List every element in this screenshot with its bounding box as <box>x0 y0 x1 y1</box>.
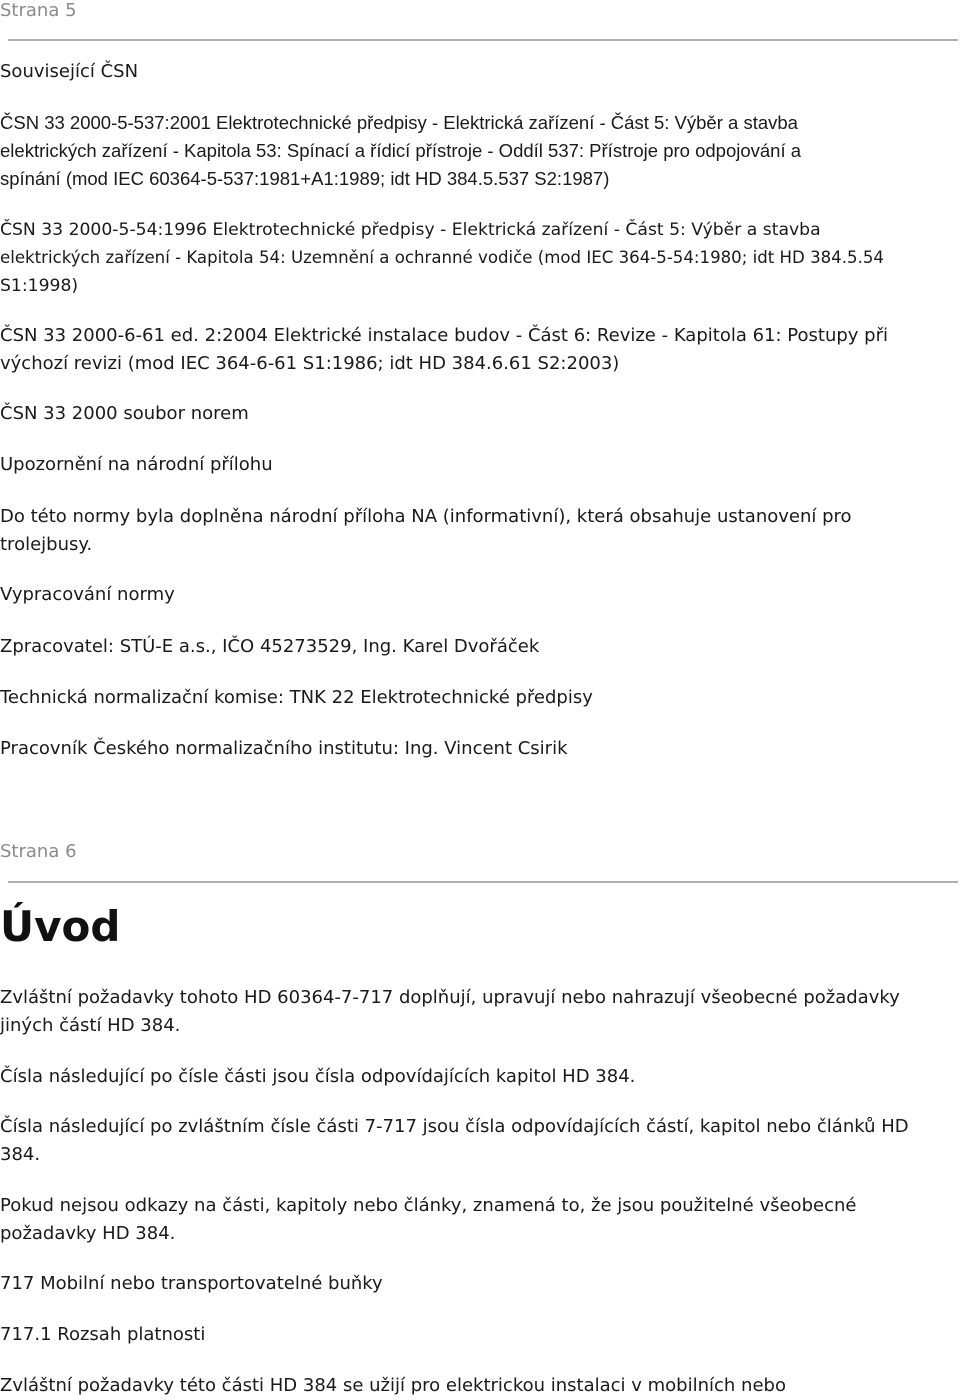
intro-paragraph-2 <box>0 1063 955 1091</box>
text-line: elektrických zařízení - Kapitola 53: Spínací a řídicí přístroje - Oddíl 537: Přístroje pro odpojování a <box>0 140 802 161</box>
related-standard-1 <box>0 109 955 193</box>
text-line: výchozí revizi (mod IEC 364-6-61 S1:1986; idt HD 384.6.61 S2:2003) <box>0 353 620 374</box>
institute-worker-line: Pracovník Českého normalizačního institutu: Ing. Vincent Csirik <box>0 738 568 759</box>
text-line: ČSN 33 2000-5-537:2001 Elektrotechnické předpisy - Elektrická zařízení - Část 5: Výběr a stavba <box>0 112 798 133</box>
text-line: 717 Mobilní nebo transportovatelné buňky <box>0 1273 383 1294</box>
text-line: Zvláštní požadavky tohoto HD 60364-7-717 doplňují, upravují nebo nahrazují všeobecné požadavky <box>0 987 900 1008</box>
national-annex-heading: Upozornění na národní přílohu <box>0 454 273 475</box>
related-standard-3 <box>0 322 955 378</box>
intro-paragraph-3 <box>0 1113 955 1169</box>
preparation-heading: Vypracování normy <box>0 584 175 605</box>
text-line: 717.1 Rozsah platnosti <box>0 1324 206 1345</box>
text-line: trolejbusy. <box>0 534 93 555</box>
national-annex-text <box>0 503 955 559</box>
text-line: Zvláštní požadavky této části HD 384 se užijí pro elektrickou instalaci v mobilních nebo <box>0 1375 786 1396</box>
text-line: Pokud nejsou odkazy na části, kapitoly nebo články, znamená to, že jsou použitelné všeobecné <box>0 1195 857 1216</box>
text-line: S1:1998) <box>0 276 79 296</box>
text-line: Čísla následující po čísle části jsou čísla odpovídajících kapitol HD 384. <box>0 1066 636 1087</box>
page-label-5: Strana 5 <box>0 0 77 21</box>
text-line: Čísla následující po zvláštním čísle části 7-717 jsou čísla odpovídajících částí, kapitol nebo článků HD <box>0 1116 909 1137</box>
related-standard-2 <box>0 216 955 300</box>
section-title: Úvod <box>0 902 121 951</box>
related-standards-heading: Související ČSN <box>0 61 139 82</box>
intro-paragraph-1 <box>0 984 955 1040</box>
text-line: elektrických zařízení - Kapitola 54: Uzemnění a ochranné vodiče (mod IEC 364-5-54:1980; idt HD 384.5.54 <box>0 248 884 267</box>
text-line: 384. <box>0 1144 41 1165</box>
processor-line: Zpracovatel: STÚ-E a.s., IČO 45273529, Ing. Karel Dvořáček <box>0 636 540 657</box>
page-divider-6 <box>8 881 958 883</box>
page-label-6: Strana 6 <box>0 841 77 862</box>
text-line: ČSN 33 2000 soubor norem <box>0 403 249 424</box>
scope-paragraph <box>0 1372 955 1400</box>
text-line: požadavky HD 384. <box>0 1223 176 1244</box>
page-divider-5 <box>8 39 958 41</box>
intro-paragraph-4 <box>0 1192 955 1248</box>
text-line: jiných částí HD 384. <box>0 1015 181 1036</box>
related-standard-4 <box>0 400 955 428</box>
text-line: Do této normy byla doplněna národní příloha NA (informativní), která obsahuje ustanovení pro <box>0 506 852 527</box>
text-line: ČSN 33 2000-5-54:1996 Elektrotechnické předpisy - Elektrická zařízení - Část 5: Výběr a stavba <box>0 220 821 240</box>
subsection-heading-717-1 <box>0 1321 955 1349</box>
subsection-heading-717 <box>0 1270 955 1298</box>
committee-line: Technická normalizační komise: TNK 22 Elektrotechnické předpisy <box>0 687 593 708</box>
text-line: ČSN 33 2000-6-61 ed. 2:2004 Elektrické instalace budov - Část 6: Revize - Kapitola 61: Postupy při <box>0 325 888 346</box>
text-line: spínání (mod IEC 60364-5-537:1981+A1:1989; idt HD 384.5.537 S2:1987) <box>0 168 610 189</box>
